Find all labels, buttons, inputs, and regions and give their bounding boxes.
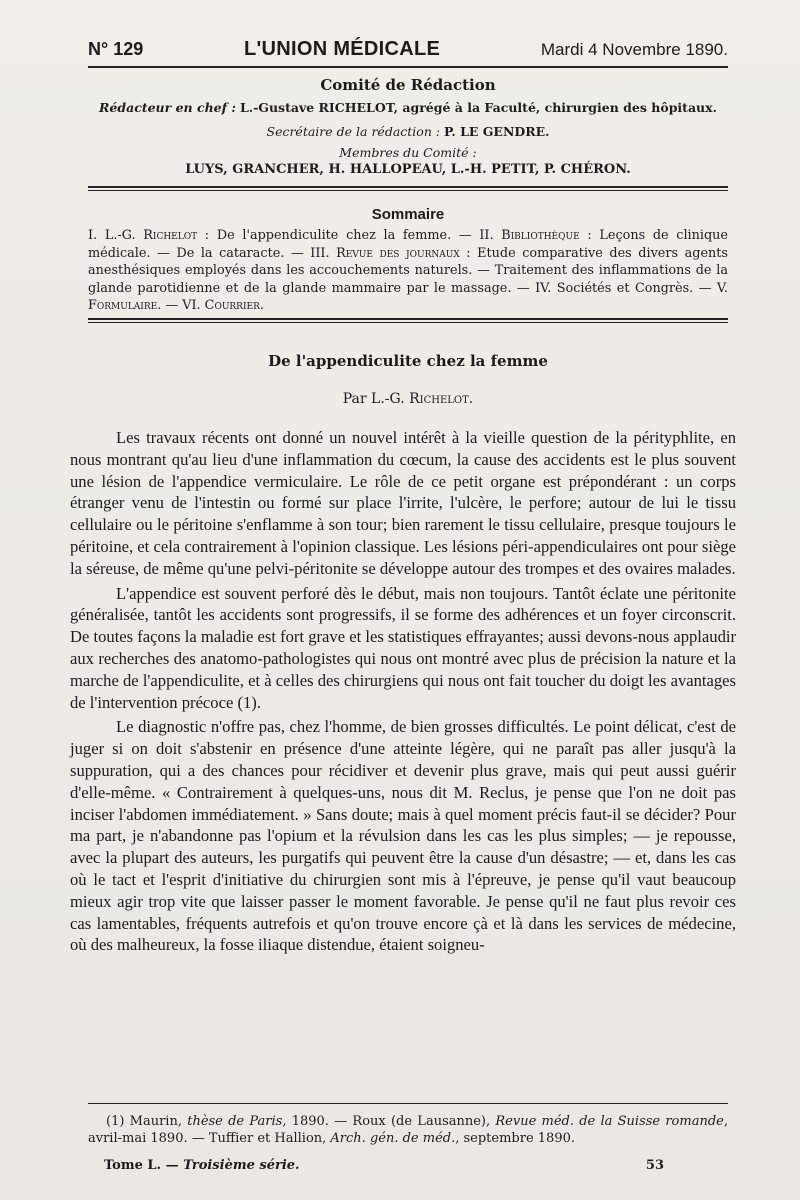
sommaire-part: : Leçons de clinique médicale. — De la cataracte. — III. <box>88 228 728 261</box>
footnote <box>88 1113 728 1147</box>
sommaire-text <box>88 227 728 315</box>
sommaire-rule-top <box>88 318 728 320</box>
byline-name: Richelot <box>409 391 469 407</box>
tome-label: Tome L. — <box>104 1158 184 1173</box>
sommaire-part: Revue des journaux <box>336 245 460 261</box>
byline-prefix: Par L.-G. <box>342 391 410 407</box>
sommaire-part: Richelot <box>143 228 198 243</box>
sommaire-part: I. L.-G. <box>88 228 144 243</box>
footnote-part: , septembre 1890. <box>455 1131 575 1146</box>
committee-title: Comité de Rédaction <box>320 76 496 94</box>
volume-info <box>104 1158 300 1173</box>
journal-title: L'UNION MÉDICALE <box>243 38 441 60</box>
serie-label: Troisième série. <box>183 1158 300 1173</box>
sommaire-part: : De l'appendiculite chez la femme. — II. <box>197 228 502 243</box>
sommaire-part: . <box>259 298 264 313</box>
members-label <box>88 145 728 160</box>
footnote-part: , 1890. — Roux (de Lausanne), <box>282 1114 496 1129</box>
issue-date: Mardi 4 Novembre 1890. <box>540 40 728 59</box>
page-header <box>88 38 728 61</box>
article-byline <box>88 391 728 407</box>
chief-editor-line <box>88 100 728 115</box>
members-names: LUYS, GRANCHER, H. HALLOPEAU, L.-H. PETIT, P. CHÉRON. <box>185 162 631 177</box>
paragraph: Les travaux récents ont donné un nouvel intérêt à la vieille question de la pérityphlite, en nous montrant qu'au lieu d'une inflammation du cœcum, la cause des accidents est le plus souvent une lésion de l'appendice vermiculaire. Le rôle de ce petit organe est prépondérant : un corps étranger venu de l'intestin ou formé sur place l'irrite, l'ulcère, le perfore; autour de lui le tissu cellulaire ou le péritoine s'enflamme à son tour; bien rarement le tissu cellulaire, presque toujours le péritoine, et cela contrairement à l'opinion classique. Les lésions péri-appendiculaires ont pour siège la séreuse, de même qu'une pelvi-péritonite se développe autour des trompes et des ovaires malades. <box>70 428 736 578</box>
footnote-part: , avril-mai 1890. — Tuffier et Hallion, <box>88 1114 728 1146</box>
footnote-part: thèse de Paris <box>187 1114 283 1129</box>
secretary-label: Secrétaire de la rédaction : <box>266 124 441 139</box>
members-label-text: Membres du Comité : <box>339 145 477 160</box>
sommaire-part: Courrier <box>204 298 260 313</box>
paragraph: Le diagnostic n'offre pas, chez l'homme, de bien grosses difficultés. Le point délicat, c'est de juger si on doit s'abstenir en présence d'une atteinte légère, qui ne paraît pas aller jusqu'à la suppuration, qui a des chances pour récidiver et devenir plus grave, mais qui peut aussi guérir d'elle-même. « Contrairement à quelques-uns, nous dit M. Reclus, je pense que l'on ne doit pas inciser l'abdomen immédiatement. » Sans doute; mais à quel moment précis faut-il se décider? Pour ma part, je n'abandonne pas l'opium et la révulsion dans les cas les plus simples; — je repousse, avec la plupart des auteurs, les purgatifs qui peuvent être la cause d'un désastre; — et, dans les cas où le tact et l'esprit d'initiative du chirurgien sont mis à l'épreuve, je pense qu'il vaut beaucoup mieux agir trop vite que laisser passer le moment favorable. Je pense qu'il ne faut plus revoir ces cas lamentables, fréquents autrefois et qu'on trouve encore çà et là dans les services de médecine, où des malheureux, la fosse iliaque distendue, étaient soigneu- <box>70 717 736 955</box>
issue-number: N° 129 <box>88 39 144 59</box>
footnote-part: (1) Maurin, <box>106 1114 188 1129</box>
sommaire-part: Bibliothèque <box>501 228 580 243</box>
page-footer <box>104 1158 664 1173</box>
secretary-name: P. LE GENDRE. <box>444 124 550 139</box>
secretary-line <box>88 124 728 139</box>
header-rule <box>88 66 728 68</box>
sommaire-part: Formulaire <box>88 298 158 313</box>
sommaire-part: : Etude comparative des divers agents anesthésiques employés dans les accouchements naturels. — Traitement des inflammations de la glande parotidienne et de la glande mammaire par le massage. — IV. Sociétés et Congrès. — V. <box>88 245 728 296</box>
article-body <box>70 427 736 956</box>
footnote-rule <box>88 1103 728 1104</box>
chief-editor-text: L.-Gustave RICHELOT, agrégé à la Faculté, chirurgien des hôpitaux. <box>239 100 717 115</box>
committee-rule-bottom <box>88 190 728 191</box>
footnote-part: Arch. gén. de méd. <box>330 1131 456 1146</box>
sommaire-part: . — VI. <box>157 298 205 313</box>
article-title: De l'appendiculite chez la femme <box>268 352 548 370</box>
paragraph: L'appendice est souvent perforé dès le début, mais non toujours. Tantôt éclate une péritonite généralisée, tantôt les accidents sont progressifs, il se forme des adhérences et un foyer circonscrit. De toutes façons la maladie est fort grave et les statistiques effrayantes; aussi devons-nous applaudir aux recherches des anatomo-pathologistes qui nous ont montré avec plus de précision la nature et la marche de l'appendiculite, et à celles des chirurgiens qui nous ont fait toucher du doigt les avantages de l'intervention précoce (1). <box>70 583 737 712</box>
chief-editor-label: Rédacteur en chef : <box>99 100 236 115</box>
byline-end: . <box>468 391 474 407</box>
page-number: 53 <box>645 1158 664 1173</box>
sommaire-title: Sommaire <box>371 206 445 223</box>
sommaire-rule-bottom <box>88 322 728 323</box>
committee-rule-top <box>88 186 728 188</box>
footnote-part: Revue méd. de la Suisse romande <box>495 1114 724 1129</box>
